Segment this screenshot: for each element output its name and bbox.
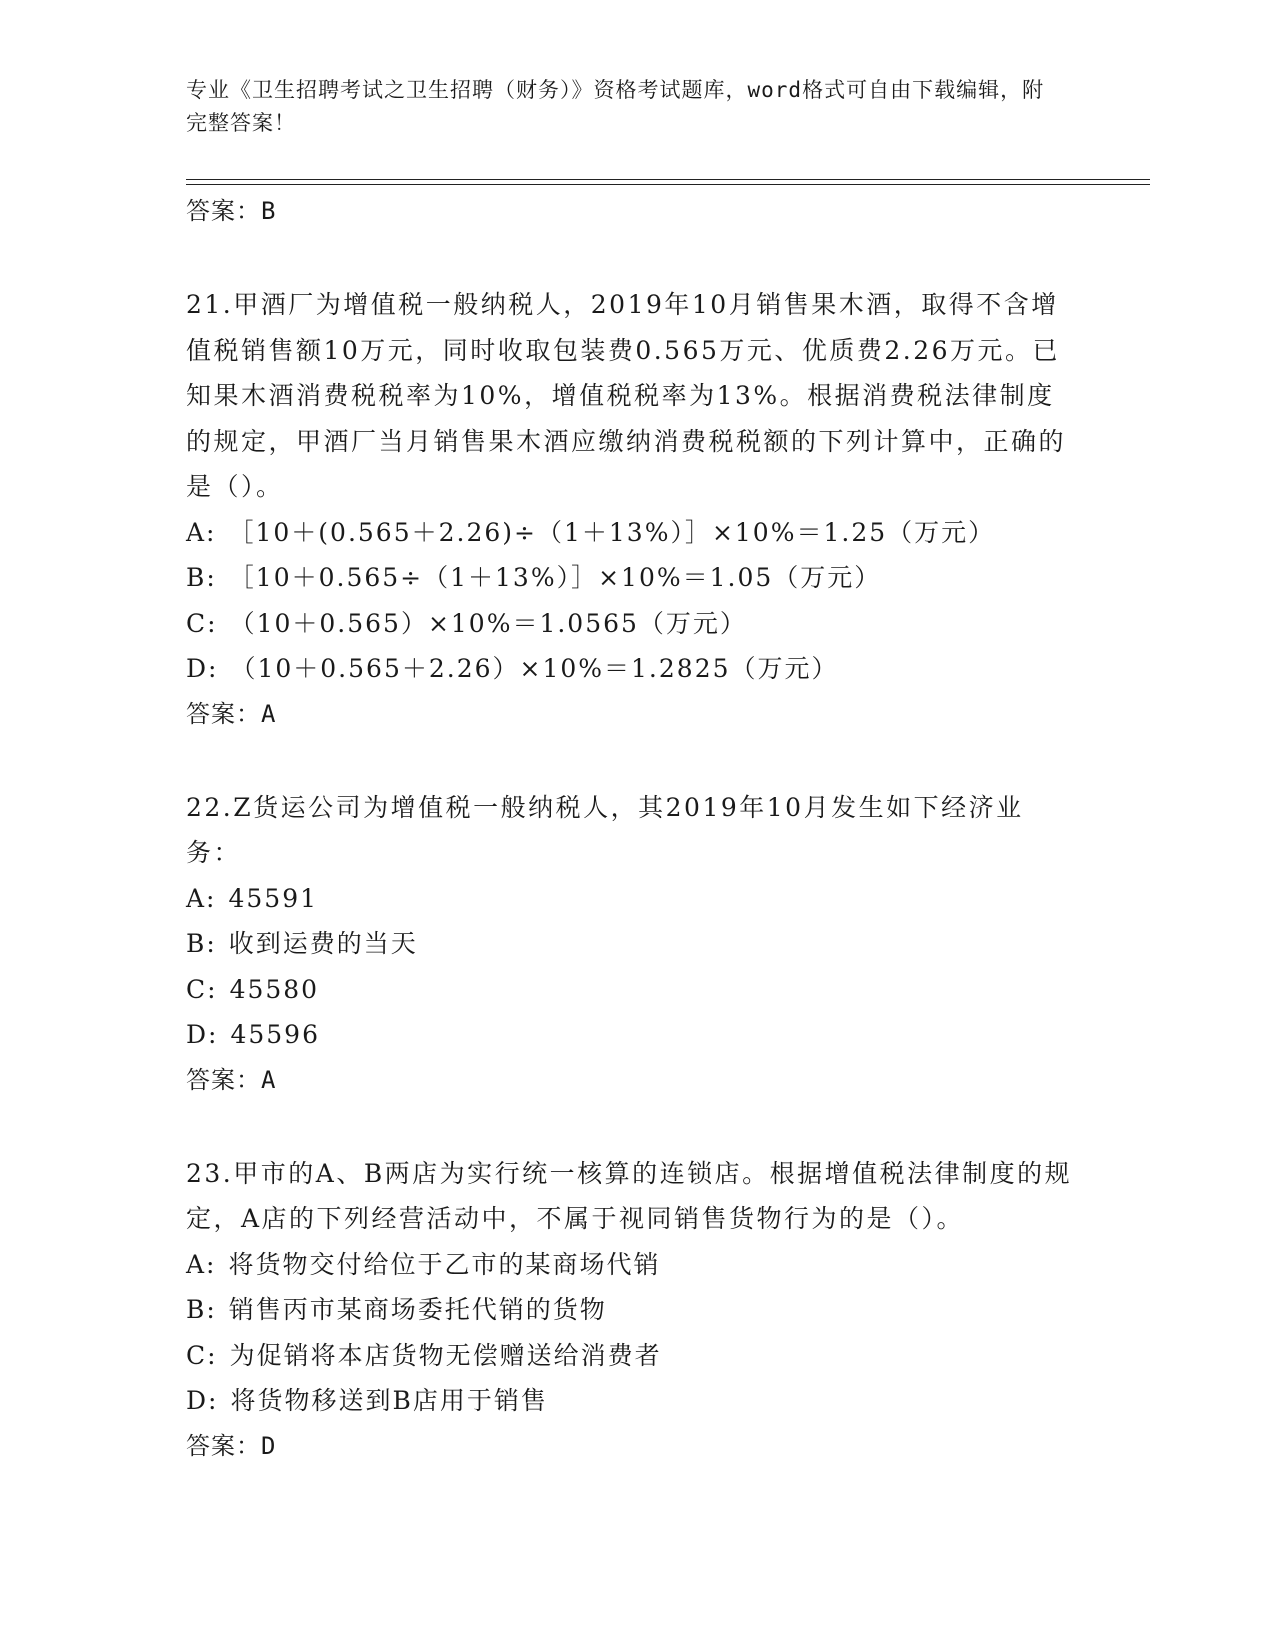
option-text: （10＋0.565）×10%＝1.0565（万元） xyxy=(229,608,747,638)
option-text: 45596 xyxy=(230,1020,320,1049)
option-d xyxy=(186,1378,1086,1424)
option-text: 将货物移送到B店用于销售 xyxy=(230,1386,548,1415)
question-23 xyxy=(186,1151,1086,1469)
question-22 xyxy=(186,785,1086,1103)
previous-answer: 答案：B xyxy=(186,197,277,225)
option-d xyxy=(186,646,1086,692)
option-text: 为促销将本店货物无偿赠送给消费者 xyxy=(229,1340,662,1370)
answer-line: 答案：A xyxy=(186,699,277,728)
question-stem: 22.Z货运公司为增值税一般纳税人，其2019年10月发生如下经济业务： xyxy=(186,792,1024,867)
question-stem: 21.甲酒厂为增值税一般纳税人，2019年10月销售果木酒，取得不含增值税销售额10万元，同时收取包装费0.565万元、优质费2.26万元。已知果木酒消费税税率为10%，增值税税率为13%。根据消费税法律制度的规定，甲酒厂当月销售果木酒应缴纳消费税税额的下列计算中，正确的是（）。 xyxy=(186,290,1067,501)
option-b xyxy=(186,1287,1086,1333)
question-21 xyxy=(186,282,1086,737)
option-letter: C: xyxy=(186,608,218,638)
answer-line: 答案：D xyxy=(186,1431,277,1460)
option-a xyxy=(186,1242,1086,1288)
option-b xyxy=(186,555,1086,601)
option-letter: C: xyxy=(186,974,218,1004)
option-c xyxy=(186,601,1086,647)
option-letter: A: xyxy=(186,1249,217,1279)
option-letter: B: xyxy=(186,1295,217,1324)
option-letter: D: xyxy=(186,654,219,683)
option-text: ［10＋0.565÷（1＋13%）］×10%＝1.05（万元） xyxy=(228,563,882,592)
option-letter: C: xyxy=(186,1340,218,1370)
header-rule-top xyxy=(186,179,1150,180)
option-letter: D: xyxy=(186,1386,219,1415)
option-c xyxy=(186,967,1086,1013)
option-text: 销售丙市某商场委托代销的货物 xyxy=(228,1295,607,1324)
option-c xyxy=(186,1333,1086,1379)
option-a xyxy=(186,876,1086,922)
option-letter: B: xyxy=(186,929,217,958)
option-letter: A: xyxy=(186,517,217,547)
option-text: 45591 xyxy=(228,883,319,913)
option-text: 收到运费的当天 xyxy=(228,929,418,958)
option-letter: D: xyxy=(186,1020,219,1049)
option-b xyxy=(186,921,1086,967)
question-list xyxy=(186,189,1086,1469)
option-text: （10＋0.565＋2.26）×10%＝1.2825（万元） xyxy=(230,654,839,683)
option-text: 将货物交付给位于乙市的某商场代销 xyxy=(228,1249,661,1279)
question-stem: 23.甲市的A、B两店为实行统一核算的连锁店。根据增值税法律制度的规定，A店的下列经营活动中，不属于视同销售货物行为的是（）。 xyxy=(186,1158,1073,1233)
answer-line: 答案：A xyxy=(186,1065,277,1094)
option-text: ［10＋(0.565＋2.26)÷（1＋13%）］×10%＝1.25（万元） xyxy=(228,517,996,547)
option-a xyxy=(186,510,1086,556)
option-letter: B: xyxy=(186,563,217,592)
header-rule-bottom xyxy=(186,184,1150,185)
document-header: 专业《卫生招聘考试之卫生招聘（财务）》资格考试题库，word格式可自由下载编辑，附完整答案！ xyxy=(186,78,1045,135)
option-d xyxy=(186,1012,1086,1058)
option-letter: A: xyxy=(186,883,217,913)
option-text: 45580 xyxy=(229,974,320,1004)
